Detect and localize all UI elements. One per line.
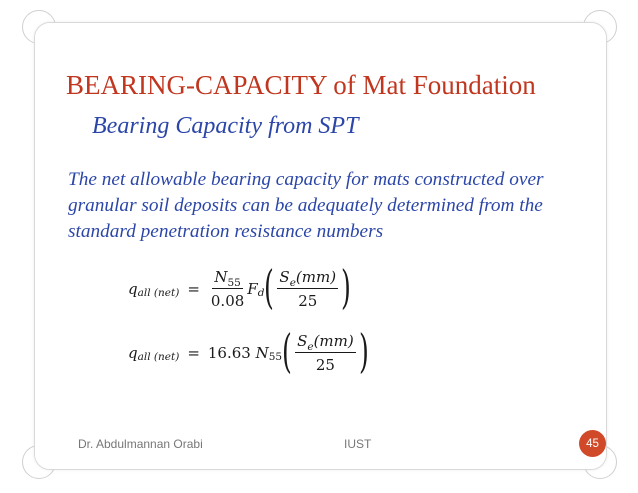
settlement-subscript: e — [289, 277, 296, 289]
factor-fd: F — [247, 280, 258, 298]
formula-q-subscript: all (net) — [137, 351, 180, 363]
slide-subtitle: Bearing Capacity from SPT — [92, 113, 359, 139]
frac-numerator-subscript: 55 — [227, 277, 241, 289]
formula-q-subscript: all (net) — [137, 287, 180, 299]
paren-close: ) — [341, 260, 351, 314]
settlement-s: S — [297, 332, 308, 350]
body-paragraph: The net allowable bearing capacity for mats constructed over granular soil deposits can be adequately determined from the standard penetration resistance numbers — [68, 169, 544, 242]
formula-equals: = — [187, 280, 200, 298]
settlement-denominator: 25 — [298, 292, 318, 310]
spt-n: N — [255, 344, 269, 362]
factor-fd-subscript: d — [257, 287, 265, 299]
formula-equals: = — [187, 344, 200, 362]
spt-n-subscript: 55 — [268, 351, 283, 363]
paren-open: ( — [282, 324, 293, 378]
frac-numerator: N — [214, 268, 228, 286]
paren-open: ( — [264, 260, 275, 314]
settlement-unit: (mm) — [313, 332, 354, 350]
settlement-denominator: 25 — [315, 356, 335, 374]
fraction-settlement — [277, 268, 338, 310]
page-number-badge: 45 — [579, 430, 606, 457]
formula-2 — [128, 324, 369, 378]
coefficient: 16.63 — [207, 344, 251, 362]
slide-title: BEARING-CAPACITY of Mat Foundation — [66, 70, 536, 100]
settlement-unit: (mm) — [295, 268, 337, 286]
footer-institution: IUST — [344, 437, 372, 451]
paren-close: ) — [358, 324, 369, 378]
settlement-subscript: e — [307, 341, 314, 353]
fraction-settlement — [295, 332, 356, 374]
frac-denominator: 0.08 — [210, 292, 245, 310]
formula-q: q — [128, 344, 138, 362]
formula-1 — [128, 260, 351, 314]
fraction-n55 — [211, 268, 244, 310]
settlement-s: S — [279, 268, 290, 286]
footer-author: Dr. Abdulmannan Orabi — [78, 437, 203, 451]
formula-q: q — [128, 280, 138, 298]
